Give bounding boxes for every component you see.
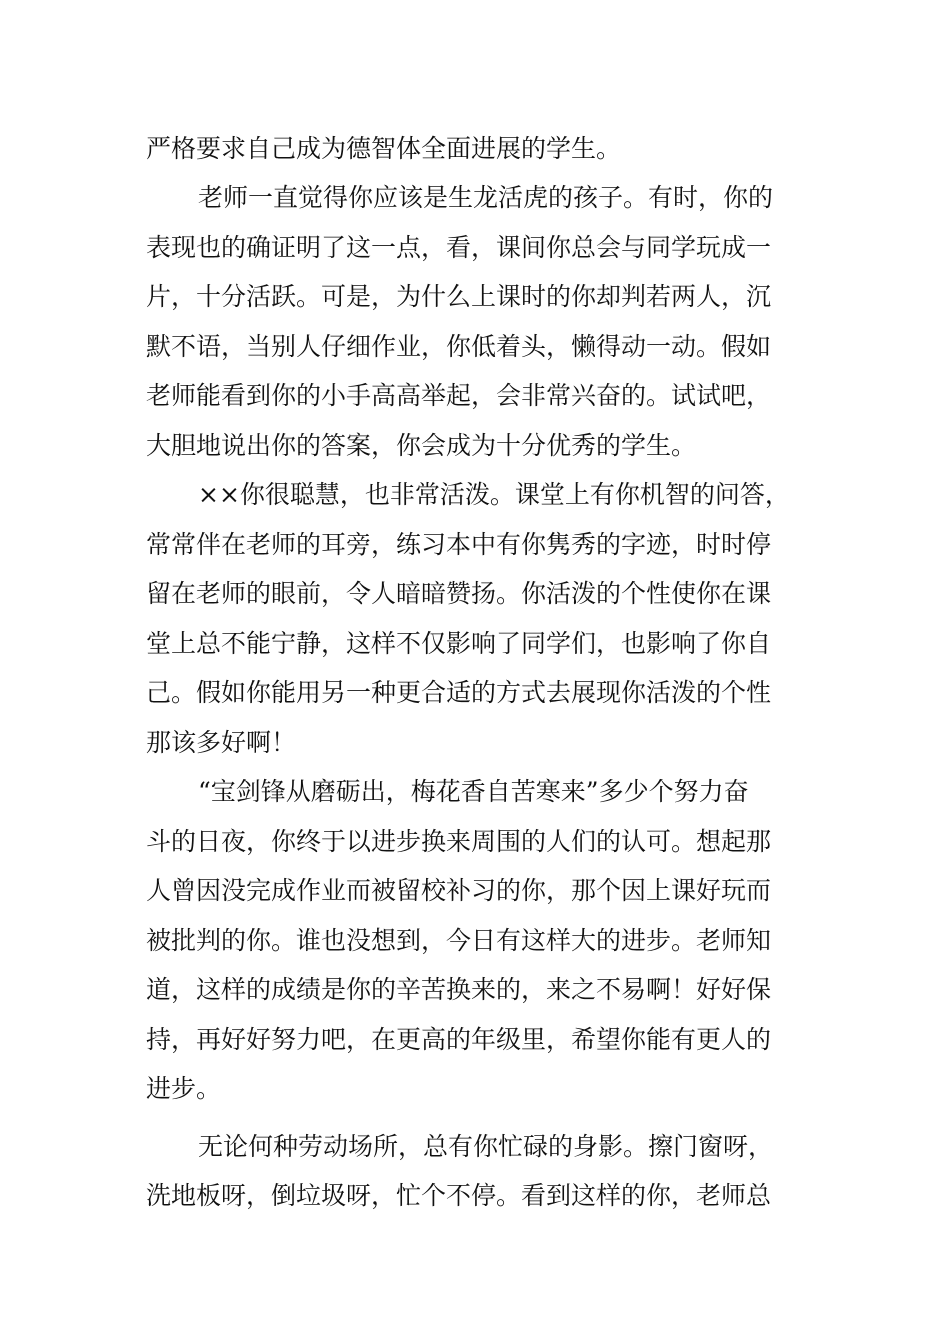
text-line: 留在老师的眼前，令人暗暗赞扬。你活泼的个性使你在课 bbox=[146, 579, 772, 608]
text-line: 持，再好好努力吧，在更高的年级里，希望你能有更人的 bbox=[146, 1025, 772, 1054]
text-line: 那该多好啊！ bbox=[146, 728, 297, 757]
text-line: 斗的日夜，你终于以进步换来周围的人们的认可。想起那 bbox=[146, 827, 772, 856]
text-line: 默不语，当别人仔细作业，你低着头，懒得动一动。假如 bbox=[146, 332, 772, 361]
paragraph-first-line: ××你很聪慧，也非常活泼。课堂上有你机智的问答， bbox=[198, 480, 790, 509]
text-line: 严格要求自己成为德智体全面进展的学生。 bbox=[146, 134, 622, 163]
paragraph-first-line: 老师一直觉得你应该是生龙活虎的孩子。有时，你的 bbox=[198, 183, 774, 212]
text-line: 老师能看到你的小手高高举起，会非常兴奋的。试试吧， bbox=[146, 381, 772, 410]
text-line: 常常伴在老师的耳旁，练习本中有你隽秀的字迹，时时停 bbox=[146, 530, 772, 559]
paragraph-first-line: “宝剑锋从磨砺出，梅花香自苦寒来”多少个努力奋 bbox=[198, 777, 749, 806]
text-line: 人曾因没完成作业而被留校补习的你，那个因上课好玩而 bbox=[146, 876, 772, 905]
text-line: 被批判的你。谁也没想到，今日有这样大的进步。老师知 bbox=[146, 926, 772, 955]
text-line: 洗地板呀，倒垃圾呀，忙个不停。看到这样的你，老师总 bbox=[146, 1181, 772, 1210]
text-line: 堂上总不能宁静，这样不仅影响了同学们，也影响了你自 bbox=[146, 629, 772, 658]
text-line: 进步。 bbox=[146, 1074, 222, 1103]
text-line: 片，十分活跃。可是，为什么上课时的你却判若两人，沉 bbox=[146, 282, 772, 311]
text-line: 表现也的确证明了这一点，看，课间你总会与同学玩成一 bbox=[146, 233, 772, 262]
paragraph-first-line: 无论何种劳动场所，总有你忙碌的身影。擦门窗呀， bbox=[198, 1132, 774, 1161]
text-line: 道，这样的成绩是你的辛苦换来的，来之不易啊！好好保 bbox=[146, 975, 772, 1004]
text-line: 大胆地说出你的答案，你会成为十分优秀的学生。 bbox=[146, 431, 697, 460]
text-line: 己。假如你能用另一种更合适的方式去展现你活泼的个性 bbox=[146, 678, 772, 707]
